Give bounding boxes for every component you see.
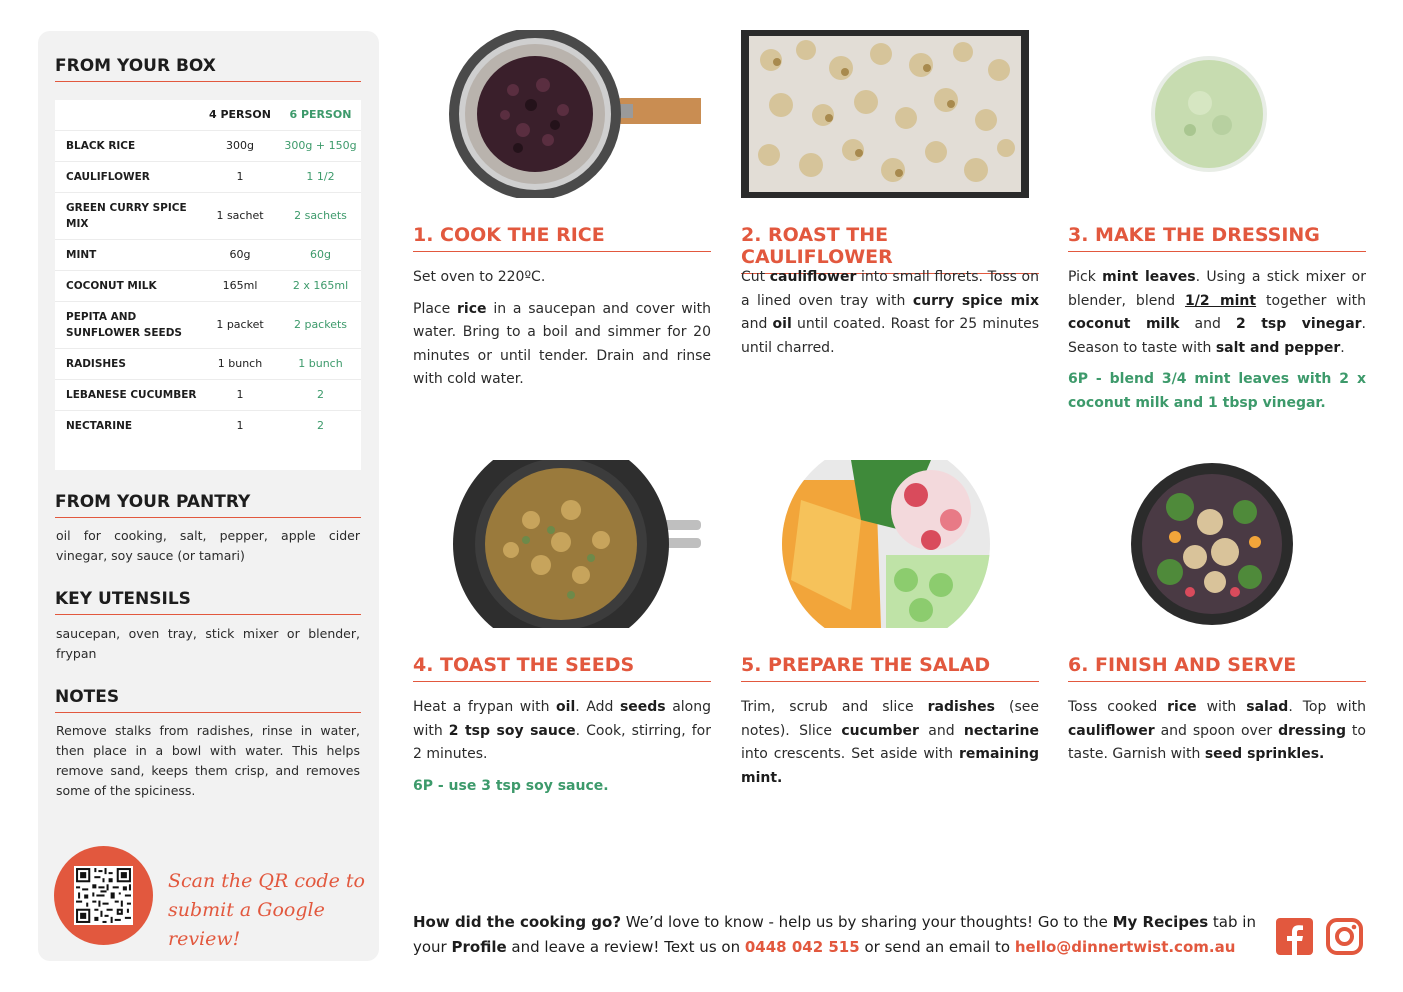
step-3-6p-note: 6P - blend 3/4 mint leaves with 2 x coconut milk and 1 tbsp vinegar. xyxy=(1068,371,1366,411)
phone-link[interactable]: 0448 042 515 xyxy=(744,938,860,956)
pantry-text: oil for cooking, salt, pepper, apple cider vinegar, soy sauce (or tamari) xyxy=(56,528,360,563)
step-3-body: Pick mint leaves. Using a stick mixer or blender, blend 1/2 mint together with coconut milk and 2 tsp vinegar. Season to taste with salt and pepper. 6P - blend 3/4 mint leaves with 2 x coconut milk and 1 tbsp vinegar. xyxy=(1068,266,1366,423)
qr-code[interactable] xyxy=(74,866,133,925)
utensils-text: saucepan, oven tray, stick mixer or blender, frypan xyxy=(56,626,360,661)
instagram-icon[interactable] xyxy=(1326,918,1363,955)
review-footer: How did the cooking go? We’d love to know - help us by sharing your thoughts! Go to the My Recipes tab in your Profile and leave a review! Text us on 0448 042 515 or send an email to hello@dinnertwist.com.au xyxy=(413,913,1256,956)
ingredient-name: NECTARINE xyxy=(55,410,200,441)
step-1-body: Set oven to 220ºC. Place rice in a saucepan and cover with water. Bring to a boil and simmer for 20 minutes or until tender. Drain and rinse with cold water. xyxy=(413,269,712,387)
step-2-body: Cut cauliflower into small florets. Toss on a lined oven tray with curry spice mix and oil until coated. Roast for 25 minutes until charred. xyxy=(741,269,1039,356)
qty-6: 60g xyxy=(280,239,361,270)
table-row xyxy=(55,161,361,192)
qty-6: 300g + 150g xyxy=(280,130,361,161)
qr-caption: Scan the QR code to submit a Google review! xyxy=(168,870,365,950)
qty-4: 1 packet xyxy=(200,301,280,348)
ingredient-name: CAULIFLOWER xyxy=(55,161,200,192)
table-row xyxy=(55,192,361,239)
step-6-title: 6. FINISH AND SERVE xyxy=(1068,654,1366,682)
finished-salad-bowl-photo xyxy=(1130,462,1294,626)
utensils-heading: KEY UTENSILS xyxy=(55,589,361,615)
ingredients-sidebar xyxy=(38,31,379,961)
ingredient-name: GREEN CURRY SPICE MIX xyxy=(55,192,200,239)
facebook-icon[interactable] xyxy=(1276,918,1313,955)
qty-6: 2 packets xyxy=(280,301,361,348)
roasted-cauliflower-tray-photo xyxy=(741,30,1029,198)
qr-badge xyxy=(54,846,153,945)
notes-text: Remove stalks from radishes, rinse in water, then place in a bowl with water. This helps remove sand, keeps them crisp, and removes some of the spiciness. xyxy=(56,723,360,798)
step-4-title: 4. TOAST THE SEEDS xyxy=(413,654,711,682)
table-row xyxy=(55,239,361,270)
table-row xyxy=(55,130,361,161)
notes-heading: NOTES xyxy=(55,687,361,713)
step-3-title: 3. MAKE THE DRESSING xyxy=(1068,224,1366,252)
qty-6: 1 1/2 xyxy=(280,161,361,192)
step-4-body: Heat a frypan with oil. Add seeds along with 2 tsp soy sauce. Cook, stirring, for 2 minutes. 6P - use 3 tsp soy sauce. xyxy=(413,696,711,806)
qty-4: 1 bunch xyxy=(200,348,280,379)
step-2 xyxy=(741,30,1039,410)
salad-ingredients-bowl-photo xyxy=(781,460,991,628)
step-3 xyxy=(1068,30,1366,430)
ingredient-name: RADISHES xyxy=(55,348,200,379)
step-5-body: Trim, scrub and slice radishes (see notes). Slice cucumber and nectarine into crescents. Set aside with remaining mint. xyxy=(741,699,1039,786)
qty-6: 2 sachets xyxy=(280,192,361,239)
email-link[interactable]: hello@dinnertwist.com.au xyxy=(1014,938,1236,956)
ingredient-name: PEPITA AND SUNFLOWER SEEDS xyxy=(55,301,200,348)
step-1-title: 1. COOK THE RICE xyxy=(413,224,711,252)
qty-6: 1 bunch xyxy=(280,348,361,379)
step-6 xyxy=(1068,460,1366,820)
qty-4: 1 sachet xyxy=(200,192,280,239)
step-4-6p-note: 6P - use 3 tsp soy sauce. xyxy=(413,777,609,794)
qty-6: 2 x 165ml xyxy=(280,270,361,301)
green-dressing-bowl-photo xyxy=(1150,55,1268,173)
table-row xyxy=(55,379,361,410)
table-row xyxy=(55,410,361,441)
step-1 xyxy=(413,30,711,410)
table-row xyxy=(55,270,361,301)
rice-in-sieve-photo xyxy=(443,30,701,198)
box-heading: FROM YOUR BOX xyxy=(55,56,361,82)
qty-4: 60g xyxy=(200,239,280,270)
step-5-title: 5. PREPARE THE SALAD xyxy=(741,654,1039,682)
table-row xyxy=(55,348,361,379)
step-4 xyxy=(413,460,711,820)
ingredient-name: COCONUT MILK xyxy=(55,270,200,301)
qty-4: 1 xyxy=(200,410,280,441)
seeds-in-frypan-photo xyxy=(451,460,701,628)
qty-4: 300g xyxy=(200,130,280,161)
pantry-heading: FROM YOUR PANTRY xyxy=(55,492,361,518)
qty-4: 1 xyxy=(200,379,280,410)
col-4-person: 4 PERSON xyxy=(208,108,271,122)
qty-6: 2 xyxy=(280,410,361,441)
col-6-person: 6 PERSON xyxy=(289,108,352,122)
step-5 xyxy=(741,460,1039,820)
step-6-body: Toss cooked rice with salad. Top with cauliflower and spoon over dressing to taste. Garnish with seed sprinkles. xyxy=(1068,699,1366,762)
table-row xyxy=(55,301,361,348)
qty-4: 1 xyxy=(200,161,280,192)
ingredient-name: BLACK RICE xyxy=(55,130,200,161)
qty-4: 165ml xyxy=(200,270,280,301)
ingredient-name: MINT xyxy=(55,239,200,270)
ingredient-name: LEBANESE CUCUMBER xyxy=(55,379,200,410)
step-2-title: 2. ROAST THE CAULIFLOWER xyxy=(741,224,1039,274)
ingredients-table xyxy=(55,100,361,470)
qty-6: 2 xyxy=(280,379,361,410)
